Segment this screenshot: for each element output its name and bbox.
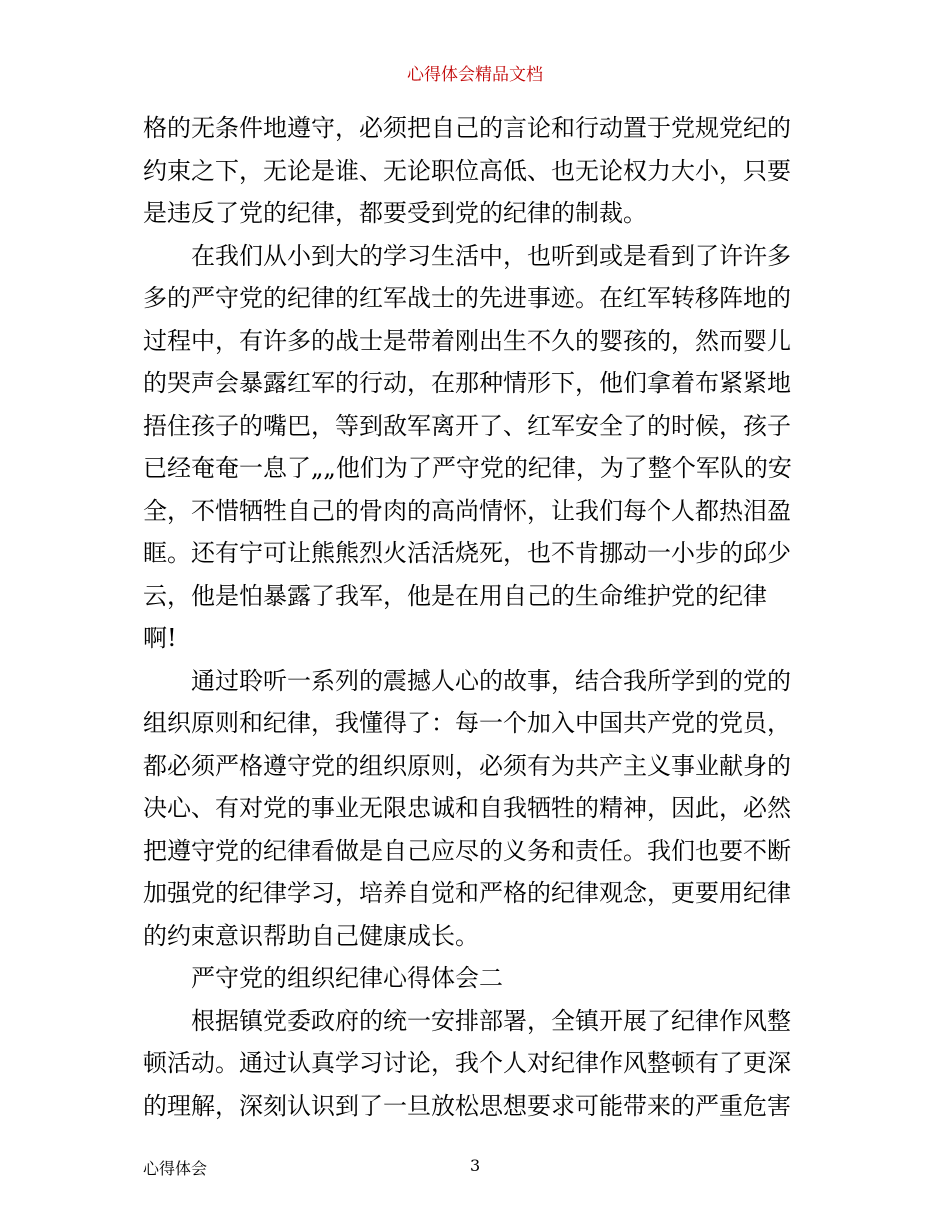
text-line: 都必须严格遵守党的组织原则，必须有为共产主义事业献身的 xyxy=(143,751,791,780)
text-line: 组织原则和纪律，我懂得了：每一个加入中国共产党的党员， xyxy=(143,709,791,737)
text-line: 云，他是怕暴露了我军，他是在用自己的生命维护党的纪律 xyxy=(143,581,767,610)
text-line: 决心、有对党的事业无限忠诚和自我牺牲的精神，因此，必然 xyxy=(143,794,791,822)
text-line: 顿活动。通过认真学习讨论，我个人对纪律作风整顿有了更深 xyxy=(143,1049,791,1077)
text-line: 的约束意识帮助自己健康成长。 xyxy=(143,921,479,950)
text-line: 严守党的组织纪律心得体会二 xyxy=(143,964,503,992)
text-line: 全，不惜牺牲自己的骨肉的高尚情怀，让我们每个人都热泪盈 xyxy=(143,496,791,525)
text-line: 的哭声会暴露红军的行动，在那种情形下，他们拿着布紧紧地 xyxy=(143,369,791,397)
text-line: 多的严守党的纪律的红军战士的先进事迹。在红军转移阵地的 xyxy=(143,284,791,312)
text-line: 是违反了党的纪律，都要受到党的纪律的制裁。 xyxy=(143,199,647,227)
text-line: 已经奄奄一息了„„他们为了严守党的纪律，为了整个军队的安 xyxy=(143,454,792,482)
text-line: 约束之下，无论是谁、无论职位高低、也无论权力大小，只要 xyxy=(143,156,791,185)
text-line: 通过聆听一系列的震撼人心的故事，结合我所学到的党的 xyxy=(143,666,791,695)
document-body xyxy=(143,107,815,1127)
text-line: 把遵守党的纪律看做是自己应尽的义务和责任。我们也要不断 xyxy=(143,836,791,865)
text-line: 的理解，深刻认识到了一旦放松思想要求可能带来的严重危害 xyxy=(143,1091,791,1120)
text-line: 在我们从小到大的学习生活中，也听到或是看到了许许多 xyxy=(143,241,791,270)
text-line: 捂住孩子的嘴巴，等到敌军离开了、红军安全了的时候，孩子 xyxy=(143,411,791,440)
text-line: 根据镇党委政府的统一安排部署，全镇开展了纪律作风整 xyxy=(143,1006,791,1035)
text-line: 加强党的纪律学习，培养自觉和严格的纪律观念，更要用纪律 xyxy=(143,879,791,907)
footer-label: 心得体会 xyxy=(143,1159,208,1178)
text-line: 过程中，有许多的战士是带着刚出生不久的婴孩的，然而婴儿 xyxy=(143,326,791,355)
text-line: 眶。还有宁可让熊熊烈火活活烧死，也不肯挪动一小步的邱少 xyxy=(143,539,791,567)
text-line: 啊! xyxy=(143,624,177,652)
page-number: 3 xyxy=(470,1156,481,1175)
page-header-title: 心得体会精品文档 xyxy=(407,65,543,85)
text-line: 格的无条件地遵守，必须把自己的言论和行动置于党规党纪的 xyxy=(143,114,791,142)
